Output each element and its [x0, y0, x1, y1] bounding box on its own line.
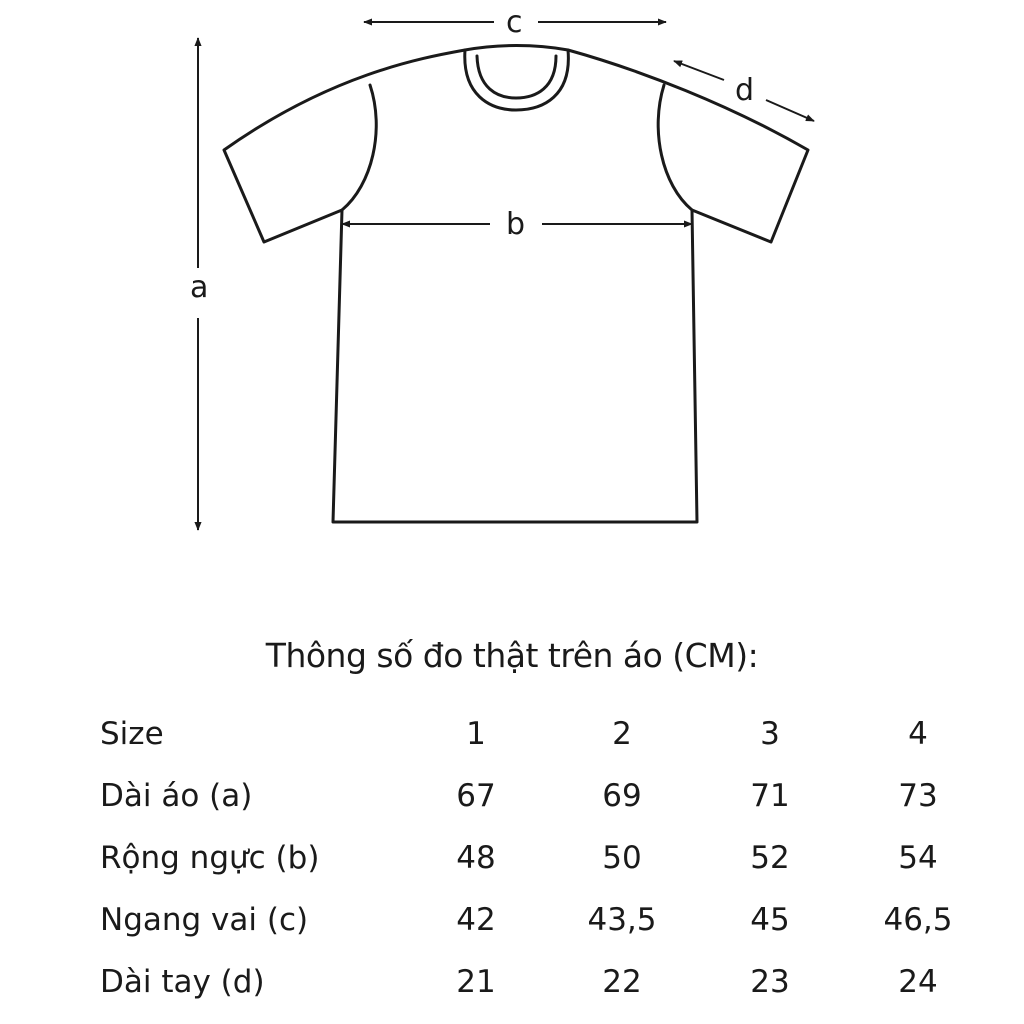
table-cell: 21 [456, 964, 496, 1000]
table-cell: 67 [456, 778, 496, 814]
size-1-header: 1 [466, 716, 486, 752]
size-4-header: 4 [908, 716, 928, 752]
table-cell: 69 [602, 778, 642, 814]
size-2-header: 2 [612, 716, 632, 752]
table-cell: 46,5 [883, 902, 953, 938]
row-label: Dài áo (a) [100, 778, 253, 814]
collar-inner [477, 56, 556, 98]
table-cell: 73 [898, 778, 938, 814]
tshirt-outline [224, 46, 808, 523]
table-row [0, 830, 1024, 886]
row-label: Rộng ngực (b) [100, 840, 320, 876]
table-row [0, 954, 1024, 1010]
table-row [0, 892, 1024, 948]
table-title: Thông số đo thật trên áo (CM): [265, 636, 759, 675]
row-label: Ngang vai (c) [100, 902, 309, 938]
table-header-row [0, 706, 1024, 762]
left-sleeve-seam [342, 85, 376, 210]
table-cell: 50 [602, 840, 642, 876]
table-cell: 24 [898, 964, 938, 1000]
table-cell: 43,5 [587, 902, 657, 938]
size-3-header: 3 [760, 716, 780, 752]
dimension-c-label: c [506, 5, 523, 40]
right-sleeve-seam [658, 85, 692, 210]
table-cell: 22 [602, 964, 642, 1000]
dimension-b-label: b [506, 207, 526, 242]
table-cell: 54 [898, 840, 938, 876]
table-cell: 45 [750, 902, 790, 938]
dimension-a-label: a [190, 270, 209, 305]
table-cell: 23 [750, 964, 790, 1000]
table-cell: 71 [750, 778, 790, 814]
table-cell: 52 [750, 840, 790, 876]
header-label: Size [100, 716, 164, 752]
row-label: Dài tay (d) [100, 964, 265, 1000]
table-row [0, 768, 1024, 824]
size-table [0, 706, 1024, 1016]
dimension-d-label: d [735, 73, 755, 108]
table-cell: 48 [456, 840, 496, 876]
table-cell: 42 [456, 902, 496, 938]
